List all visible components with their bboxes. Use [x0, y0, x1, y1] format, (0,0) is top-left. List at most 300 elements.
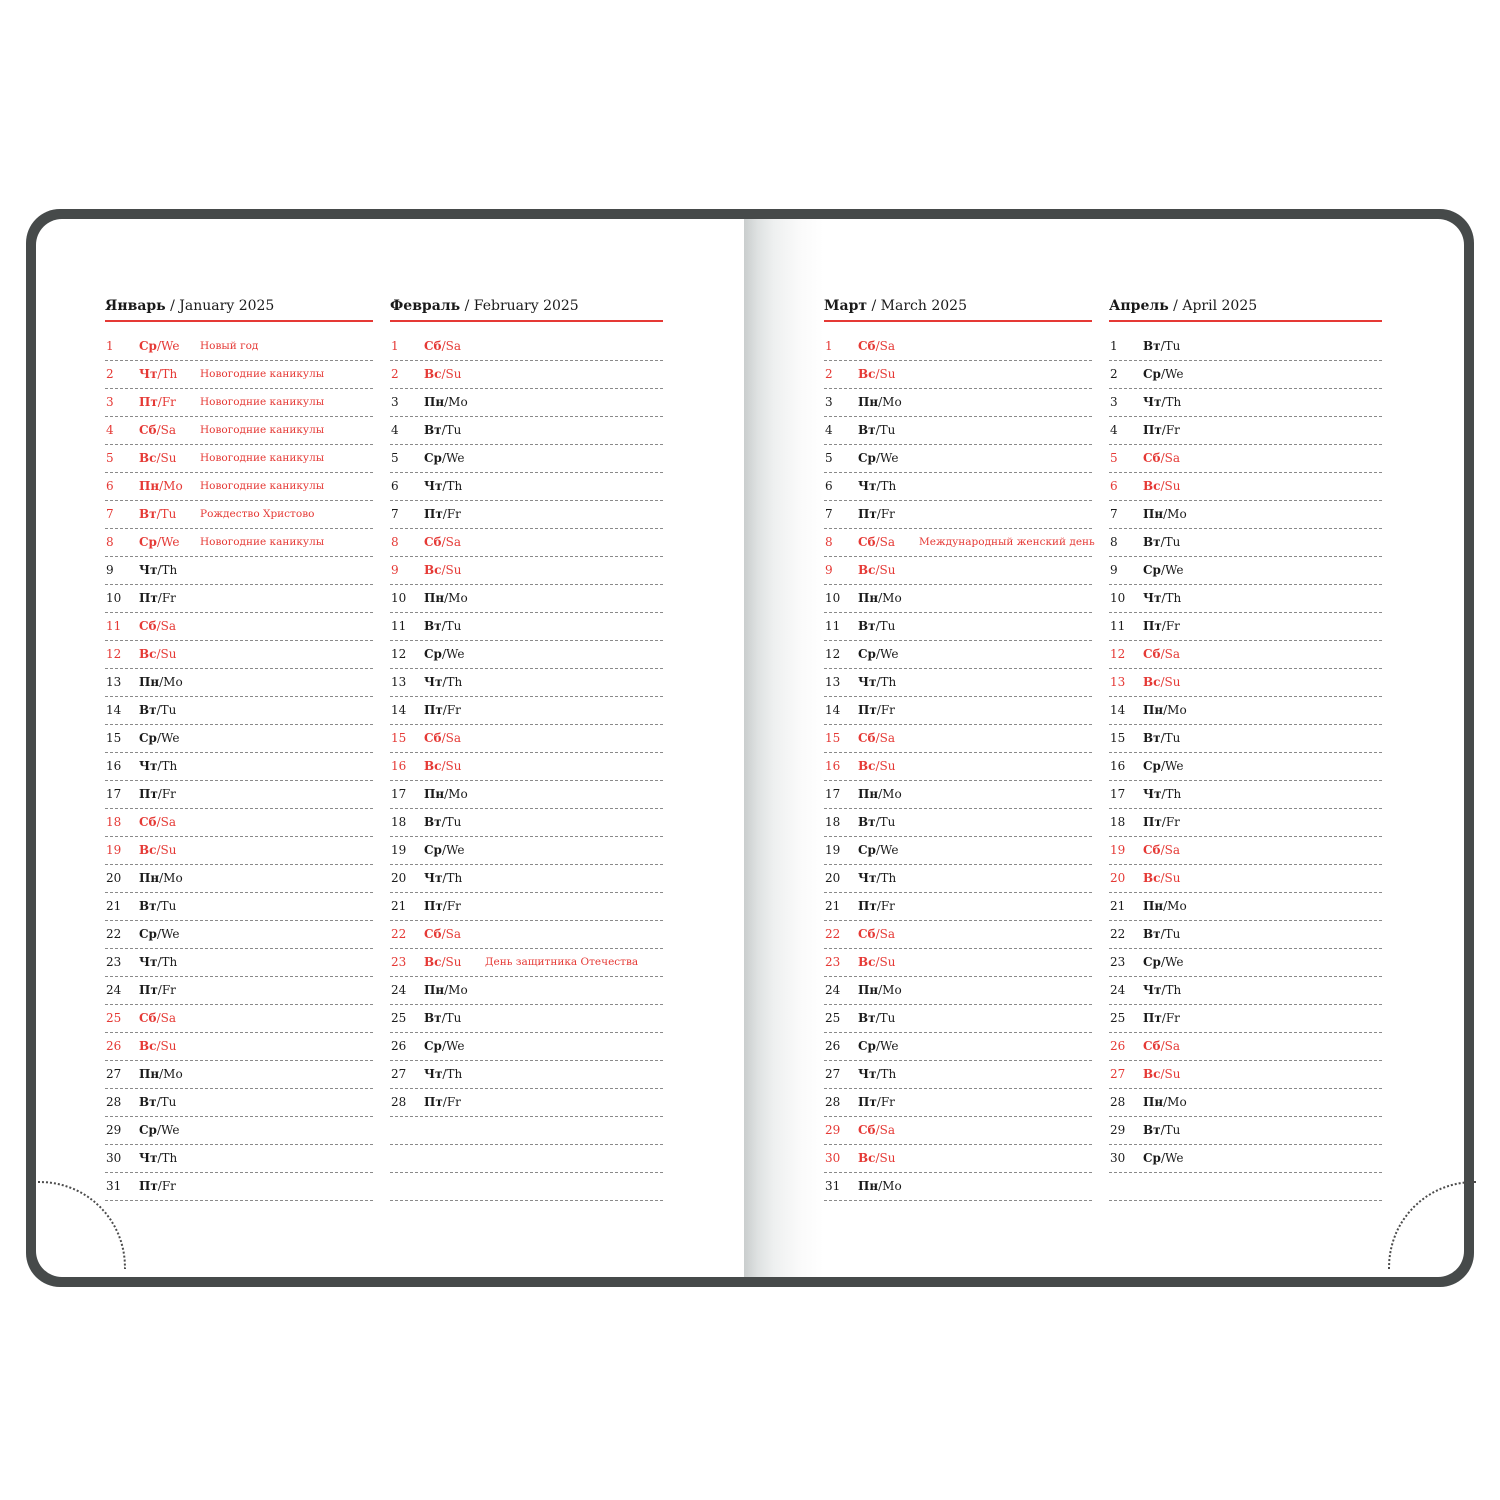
day-number: 2 — [1110, 367, 1118, 381]
day-row — [1109, 389, 1382, 417]
weekday-ru: Вс — [1143, 1067, 1161, 1081]
weekday-en: /Th — [157, 367, 178, 381]
weekday — [858, 613, 895, 640]
weekday-en: /Fr — [1161, 423, 1180, 437]
weekday-en: /Th — [442, 871, 463, 885]
day-row — [390, 921, 663, 949]
weekday — [139, 781, 176, 808]
weekday — [1143, 473, 1180, 500]
weekday-ru: Ср — [424, 451, 442, 465]
day-row — [105, 697, 373, 725]
weekday — [139, 725, 179, 752]
day-number: 18 — [391, 815, 407, 829]
weekday-en: /Tu — [875, 423, 896, 437]
weekday-en: /Su — [441, 563, 462, 577]
day-row — [390, 333, 663, 361]
day-row — [390, 1089, 663, 1117]
weekday-ru: Вс — [424, 563, 442, 577]
weekday-en: /Tu — [1160, 927, 1181, 941]
weekday — [424, 1005, 461, 1032]
weekday-ru: Сб — [139, 1011, 157, 1025]
weekday-ru: Сб — [1143, 1039, 1161, 1053]
day-row — [1109, 501, 1382, 529]
day-row — [105, 669, 373, 697]
day-number: 18 — [106, 815, 122, 829]
day-number: 19 — [106, 843, 122, 857]
weekday-ru: Пт — [1143, 815, 1162, 829]
day-row — [390, 473, 663, 501]
weekday-en: /Su — [875, 1151, 896, 1165]
weekday-ru: Вс — [858, 367, 876, 381]
weekday — [139, 641, 176, 668]
weekday — [1143, 1033, 1180, 1060]
day-row — [1109, 613, 1382, 641]
weekday — [1143, 921, 1180, 948]
month-name-ru: Февраль — [390, 298, 461, 314]
weekday — [1143, 417, 1180, 444]
weekday-en: /Th — [442, 1067, 463, 1081]
weekday-en: /Su — [875, 563, 896, 577]
day-row — [390, 557, 663, 585]
day-number: 21 — [1110, 899, 1126, 913]
day-row — [1109, 893, 1382, 921]
day-row — [1109, 697, 1382, 725]
day-number: 29 — [825, 1123, 841, 1137]
day-number: 24 — [106, 983, 122, 997]
day-number: 10 — [825, 591, 841, 605]
weekday-ru: Пт — [858, 899, 877, 913]
day-number: 11 — [391, 619, 407, 633]
weekday — [139, 417, 176, 444]
weekday — [139, 1145, 177, 1172]
weekday — [424, 557, 461, 584]
weekday — [858, 949, 895, 976]
weekday — [858, 1173, 902, 1200]
weekday-ru: Пн — [1143, 899, 1164, 913]
day-row — [824, 865, 1092, 893]
weekday-ru: Вт — [424, 423, 442, 437]
day-number: 3 — [1110, 395, 1118, 409]
day-row — [105, 837, 373, 865]
day-row — [105, 1033, 373, 1061]
weekday-ru: Пн — [424, 591, 445, 605]
weekday-en: /Fr — [157, 591, 176, 605]
weekday-ru: Сб — [424, 535, 442, 549]
day-row — [105, 333, 373, 361]
day-number: 14 — [106, 703, 122, 717]
weekday — [424, 529, 461, 556]
day-number: 3 — [825, 395, 833, 409]
weekday — [1143, 1145, 1183, 1172]
weekday — [858, 557, 895, 584]
weekday-ru: Пт — [858, 1095, 877, 1109]
weekday-en: /Sa — [875, 731, 895, 745]
day-row — [824, 1061, 1092, 1089]
weekday — [139, 473, 183, 500]
day-number: 9 — [391, 563, 399, 577]
weekday — [1143, 809, 1180, 836]
day-number: 3 — [391, 395, 399, 409]
weekday-ru: Ср — [858, 1039, 876, 1053]
weekday-en: /Th — [876, 675, 897, 689]
weekday-ru: Вс — [424, 759, 442, 773]
weekday-en: /Mo — [444, 787, 468, 801]
weekday — [139, 697, 176, 724]
day-number: 10 — [391, 591, 407, 605]
weekday-en: /Th — [157, 1151, 178, 1165]
weekday-en: /We — [875, 1039, 899, 1053]
weekday-en: /We — [875, 451, 899, 465]
day-number: 21 — [391, 899, 407, 913]
holiday-note: Новогодние каникулы — [200, 396, 325, 408]
weekday-en: /Th — [1161, 787, 1182, 801]
weekday-ru: Сб — [1143, 843, 1161, 857]
day-row — [824, 417, 1092, 445]
day-row — [105, 1117, 373, 1145]
weekday — [139, 837, 176, 864]
weekday-en: /We — [1160, 759, 1184, 773]
weekday-ru: Вт — [424, 815, 442, 829]
day-row — [824, 585, 1092, 613]
day-number: 3 — [106, 395, 114, 409]
weekday — [139, 977, 176, 1004]
weekday — [1143, 361, 1183, 388]
weekday-ru: Пт — [139, 395, 158, 409]
weekday — [858, 1005, 895, 1032]
weekday — [139, 1173, 176, 1200]
month-name-en: / February 2025 — [460, 298, 579, 314]
weekday — [1143, 445, 1180, 472]
weekday-en: /Th — [157, 759, 178, 773]
weekday-ru: Пн — [858, 591, 879, 605]
day-row — [105, 473, 373, 501]
weekday-ru: Чт — [858, 479, 877, 493]
weekday-en: /Tu — [875, 619, 896, 633]
day-number: 13 — [825, 675, 841, 689]
weekday-en: /Tu — [875, 815, 896, 829]
day-row — [390, 1145, 663, 1173]
day-number: 15 — [106, 731, 122, 745]
day-number: 13 — [391, 675, 407, 689]
day-number: 22 — [106, 927, 122, 941]
weekday-ru: Ср — [858, 647, 876, 661]
weekday-ru: Вс — [139, 451, 157, 465]
day-row — [390, 361, 663, 389]
month-name-ru: Март — [824, 298, 868, 314]
weekday-ru: Вт — [1143, 927, 1161, 941]
day-row — [105, 1145, 373, 1173]
weekday-en: /Fr — [876, 899, 895, 913]
day-row — [824, 697, 1092, 725]
day-row — [390, 445, 663, 473]
weekday-en: /Mo — [444, 983, 468, 997]
month-name-en: / March 2025 — [867, 298, 967, 314]
weekday-en: /Sa — [156, 619, 176, 633]
weekday-en: /Su — [875, 367, 896, 381]
day-row — [105, 725, 373, 753]
day-number: 24 — [391, 983, 407, 997]
weekday-en: /Su — [441, 759, 462, 773]
weekday — [424, 893, 461, 920]
day-number: 7 — [391, 507, 399, 521]
day-number: 9 — [1110, 563, 1118, 577]
day-number: 20 — [106, 871, 122, 885]
weekday-ru: Вс — [139, 647, 157, 661]
day-number: 15 — [825, 731, 841, 745]
day-row — [824, 921, 1092, 949]
day-number: 23 — [106, 955, 122, 969]
day-number: 7 — [106, 507, 114, 521]
weekday-ru: Чт — [858, 1067, 877, 1081]
weekday-en: /Su — [1160, 675, 1181, 689]
weekday-ru: Чт — [139, 759, 158, 773]
day-row — [390, 1173, 663, 1201]
day-number: 17 — [1110, 787, 1126, 801]
day-number: 6 — [106, 479, 114, 493]
weekday-ru: Вс — [424, 367, 442, 381]
day-number: 8 — [106, 535, 114, 549]
weekday-en: /Sa — [156, 815, 176, 829]
weekday — [1143, 1005, 1180, 1032]
weekday-ru: Пт — [424, 1095, 443, 1109]
weekday-ru: Ср — [1143, 563, 1161, 577]
weekday — [139, 613, 176, 640]
day-row — [1109, 949, 1382, 977]
day-row — [824, 893, 1092, 921]
day-number: 2 — [391, 367, 399, 381]
day-number: 22 — [825, 927, 841, 941]
weekday-en: /Tu — [1160, 1123, 1181, 1137]
day-number: 5 — [825, 451, 833, 465]
day-number: 22 — [1110, 927, 1126, 941]
weekday — [424, 949, 461, 976]
day-row — [390, 1033, 663, 1061]
day-row — [390, 585, 663, 613]
weekday-ru: Ср — [858, 451, 876, 465]
weekday-ru: Вт — [1143, 731, 1161, 745]
weekday — [139, 1033, 176, 1060]
weekday-en: /Mo — [878, 787, 902, 801]
weekday-en: /We — [156, 1123, 180, 1137]
weekday-ru: Пт — [139, 591, 158, 605]
weekday-en: /Fr — [1161, 1011, 1180, 1025]
weekday-en: /We — [156, 535, 180, 549]
weekday-en: /Su — [875, 955, 896, 969]
day-row — [390, 669, 663, 697]
holiday-note: Рождество Христово — [200, 508, 315, 520]
day-row — [105, 865, 373, 893]
day-number: 24 — [1110, 983, 1126, 997]
weekday-en: /We — [875, 843, 899, 857]
day-row — [390, 641, 663, 669]
weekday — [858, 361, 895, 388]
weekday-en: /Tu — [1160, 535, 1181, 549]
weekday-ru: Пн — [424, 395, 445, 409]
weekday-ru: Пт — [139, 787, 158, 801]
weekday-en: /We — [441, 1039, 465, 1053]
weekday-ru: Чт — [139, 955, 158, 969]
weekday-en: /We — [1160, 563, 1184, 577]
weekday-ru: Вс — [1143, 871, 1161, 885]
day-number: 12 — [1110, 647, 1126, 661]
day-number: 16 — [1110, 759, 1126, 773]
day-number: 14 — [825, 703, 841, 717]
weekday-en: /Su — [441, 367, 462, 381]
day-row — [1109, 333, 1382, 361]
weekday — [858, 753, 895, 780]
weekday-en: /Th — [442, 479, 463, 493]
weekday-en: /Tu — [875, 1011, 896, 1025]
weekday-ru: Вт — [1143, 339, 1161, 353]
day-number: 20 — [825, 871, 841, 885]
weekday-ru: Сб — [424, 731, 442, 745]
weekday — [858, 585, 902, 612]
day-row — [824, 1173, 1092, 1201]
day-number: 16 — [391, 759, 407, 773]
weekday-en: /Sa — [1160, 647, 1180, 661]
holiday-note: Новогодние каникулы — [200, 536, 325, 548]
weekday-en: /We — [156, 731, 180, 745]
day-row — [1109, 473, 1382, 501]
day-number: 30 — [1110, 1151, 1126, 1165]
weekday-ru: Сб — [424, 927, 442, 941]
weekday-ru: Вс — [139, 1039, 157, 1053]
day-row — [1109, 1089, 1382, 1117]
weekday-ru: Вт — [139, 899, 157, 913]
day-number: 10 — [106, 591, 122, 605]
day-row — [824, 753, 1092, 781]
weekday-en: /Mo — [444, 395, 468, 409]
day-number: 5 — [106, 451, 114, 465]
day-number: 19 — [825, 843, 841, 857]
weekday — [424, 501, 461, 528]
day-row — [824, 473, 1092, 501]
day-number: 11 — [106, 619, 122, 633]
weekday-ru: Чт — [424, 1067, 443, 1081]
weekday-en: /Su — [875, 759, 896, 773]
weekday-en: /Mo — [1163, 1095, 1187, 1109]
weekday-en: /Th — [1161, 591, 1182, 605]
weekday — [858, 977, 902, 1004]
day-number: 5 — [391, 451, 399, 465]
weekday-ru: Пт — [424, 899, 443, 913]
weekday-en: /Th — [1161, 983, 1182, 997]
day-number: 26 — [1110, 1039, 1126, 1053]
month-april — [1109, 296, 1382, 1201]
weekday-ru: Пт — [858, 703, 877, 717]
day-row — [390, 977, 663, 1005]
day-row — [105, 389, 373, 417]
weekday — [424, 697, 461, 724]
day-row — [824, 557, 1092, 585]
day-row — [1109, 837, 1382, 865]
day-number: 15 — [391, 731, 407, 745]
day-number: 15 — [1110, 731, 1126, 745]
weekday — [424, 809, 461, 836]
weekday — [1143, 389, 1181, 416]
day-row — [390, 389, 663, 417]
weekday — [1143, 1089, 1187, 1116]
day-number: 25 — [391, 1011, 407, 1025]
weekday-ru: Чт — [139, 563, 158, 577]
day-number: 30 — [825, 1151, 841, 1165]
holiday-note: Новогодние каникулы — [200, 368, 325, 380]
weekday-ru: Ср — [139, 927, 157, 941]
day-row — [1109, 669, 1382, 697]
day-row — [105, 753, 373, 781]
month-header — [1109, 296, 1382, 322]
day-number: 23 — [391, 955, 407, 969]
day-row — [824, 1033, 1092, 1061]
day-number: 12 — [391, 647, 407, 661]
month-name-en: / January 2025 — [165, 298, 275, 314]
weekday-en: /Su — [156, 1039, 177, 1053]
weekday — [858, 669, 896, 696]
day-row — [824, 445, 1092, 473]
day-number: 27 — [825, 1067, 841, 1081]
day-row — [824, 361, 1092, 389]
weekday — [858, 501, 895, 528]
weekday-ru: Ср — [1143, 955, 1161, 969]
weekday — [1143, 725, 1180, 752]
weekday-ru: Вт — [858, 619, 876, 633]
month-february — [390, 296, 663, 1201]
month-january — [105, 296, 373, 1201]
weekday-en: /Th — [157, 563, 178, 577]
day-row — [105, 781, 373, 809]
weekday — [1143, 1061, 1180, 1088]
weekday-en: /Sa — [1160, 843, 1180, 857]
weekday-ru: Сб — [139, 423, 157, 437]
day-row — [105, 1089, 373, 1117]
weekday — [139, 1117, 179, 1144]
weekday-ru: Вс — [424, 955, 442, 969]
weekday-en: /Tu — [441, 423, 462, 437]
weekday-en: /We — [1160, 367, 1184, 381]
weekday-ru: Пн — [139, 1067, 160, 1081]
weekday-ru: Вт — [139, 507, 157, 521]
weekday-en: /Sa — [441, 535, 461, 549]
weekday — [424, 977, 468, 1004]
weekday — [858, 921, 895, 948]
day-number: 28 — [391, 1095, 407, 1109]
weekday-en: /Fr — [876, 1095, 895, 1109]
day-number: 31 — [106, 1179, 122, 1193]
weekday-en: /Sa — [875, 339, 895, 353]
weekday-en: /Fr — [1161, 619, 1180, 633]
weekday-ru: Сб — [139, 815, 157, 829]
day-row — [105, 893, 373, 921]
day-number: 4 — [825, 423, 833, 437]
day-row — [105, 1005, 373, 1033]
day-number: 25 — [106, 1011, 122, 1025]
day-row — [824, 949, 1092, 977]
day-row — [105, 921, 373, 949]
day-row — [824, 809, 1092, 837]
weekday-en: /Mo — [159, 871, 183, 885]
weekday-en: /Tu — [156, 703, 177, 717]
weekday — [858, 333, 895, 360]
weekday-en: /Th — [1161, 395, 1182, 409]
month-header — [824, 296, 1092, 322]
weekday-en: /Th — [157, 955, 178, 969]
weekday — [139, 893, 176, 920]
weekday-en: /Su — [156, 843, 177, 857]
weekday-en: /Tu — [441, 619, 462, 633]
day-number: 27 — [106, 1067, 122, 1081]
weekday — [1143, 613, 1180, 640]
day-row — [105, 613, 373, 641]
